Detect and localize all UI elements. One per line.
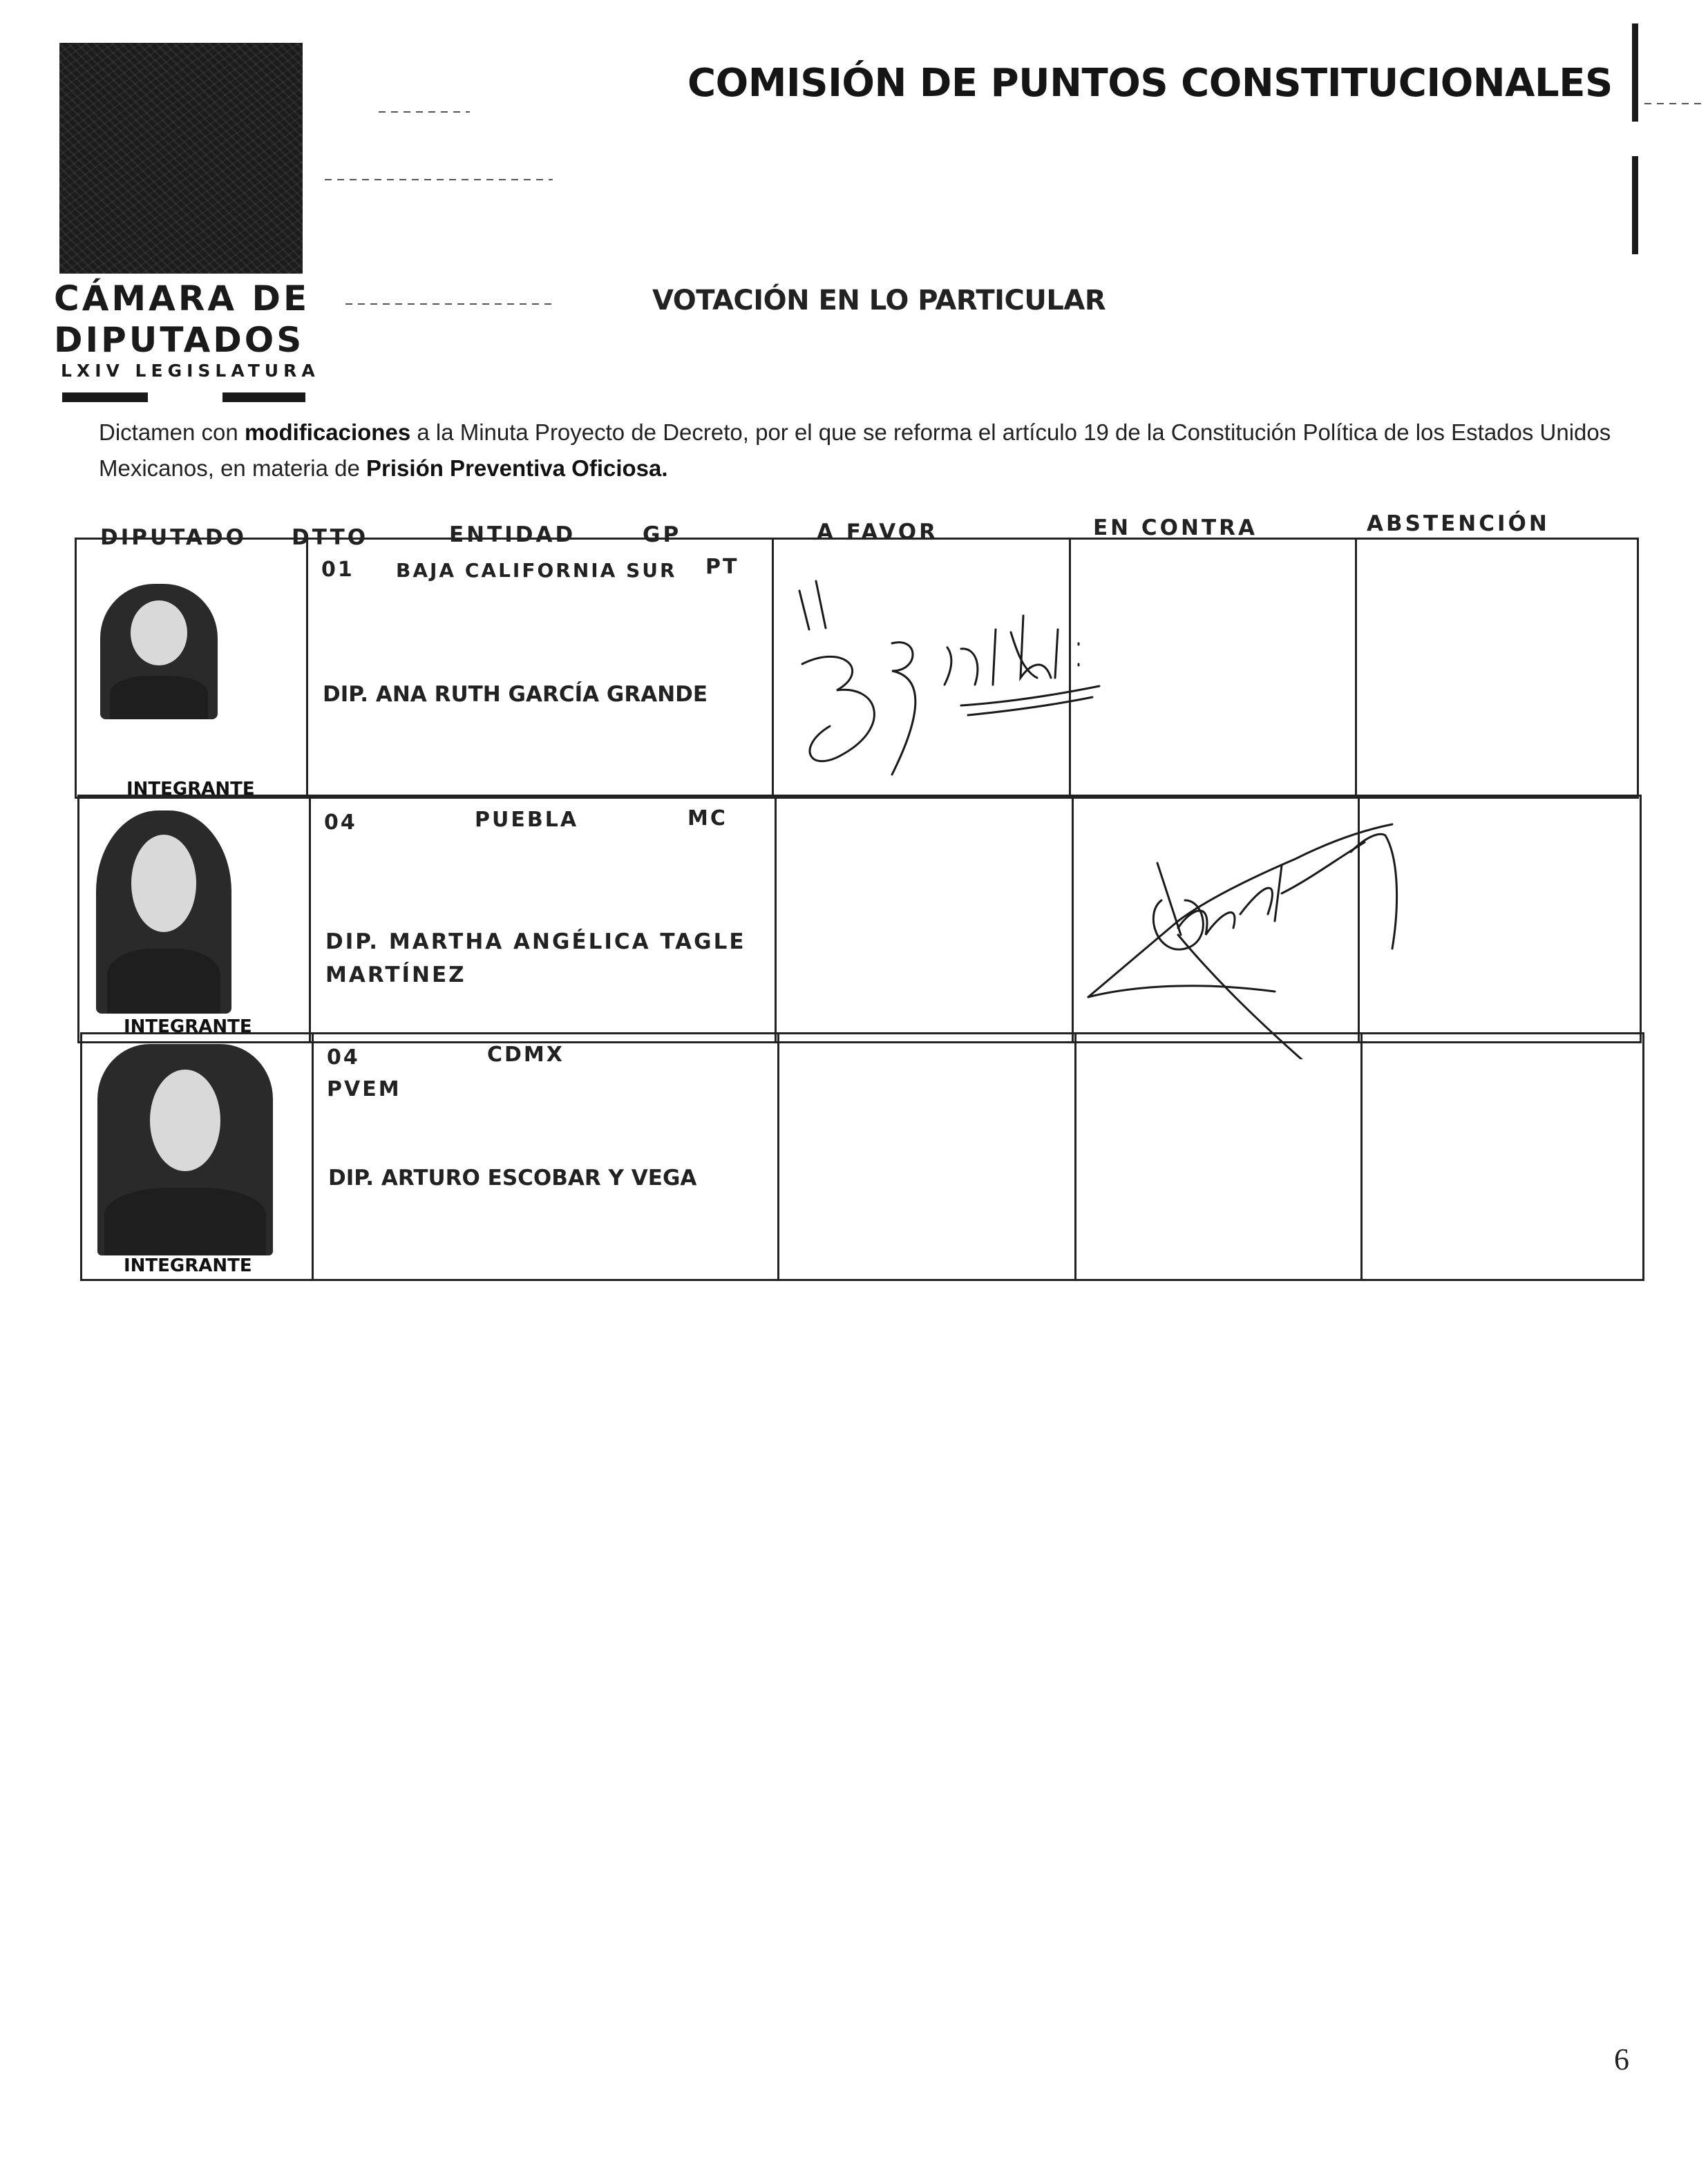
deputy-entidad: BAJA CALIFORNIA SUR xyxy=(396,559,677,582)
a-favor-cell[interactable] xyxy=(772,540,774,797)
desc-part-1: Dictamen con xyxy=(99,419,245,445)
col-header-en-contra: EN CONTRA xyxy=(1093,515,1258,540)
a-favor-cell[interactable] xyxy=(777,1034,779,1279)
logo-line-1: CÁMARA DE xyxy=(54,278,310,319)
deputy-role: INTEGRANTE xyxy=(124,1255,252,1276)
col-header-gp: GP xyxy=(643,522,682,547)
col-header-a-favor: A FAVOR xyxy=(817,520,938,544)
col-header-entidad: ENTIDAD xyxy=(449,522,576,547)
deputy-name-line-1: DIP. MARTHA ANGÉLICA TAGLE xyxy=(325,929,746,954)
deputy-dtto: 01 xyxy=(321,558,354,582)
info-cell xyxy=(309,797,311,1041)
col-header-dtto: DTTO xyxy=(292,525,369,550)
desc-bold-2: Prisión Preventiva Oficiosa. xyxy=(366,455,668,481)
logo-legislature: LXIV LEGISLATURA xyxy=(61,361,320,381)
deputy-name xyxy=(323,678,708,711)
deputy-gp: MC xyxy=(687,806,728,831)
signature-en-contra xyxy=(1074,797,1448,1059)
deputy-role: INTEGRANTE xyxy=(124,1016,252,1037)
deputy-dtto: 04 xyxy=(327,1045,360,1070)
deputy-name-line-1: DIP. ARTURO ESCOBAR Y VEGA xyxy=(328,1166,697,1190)
deputy-role: INTEGRANTE xyxy=(126,779,255,799)
table-row xyxy=(75,538,1639,799)
deputy-name xyxy=(328,1161,696,1195)
table-row xyxy=(80,1032,1644,1281)
deputy-photo xyxy=(96,810,231,1014)
desc-part-2: a la Minuta Proyecto de Decreto, por el que se reforma el artículo 19 de la Constitución Política de los Estados Unidos Mexicanos, en materia de xyxy=(99,419,1611,481)
a-favor-cell[interactable] xyxy=(775,797,777,1041)
deputy-entidad: PUEBLA xyxy=(475,808,579,832)
table-row xyxy=(77,795,1642,1043)
deputy-name-line-1: DIP. ANA RUTH GARCÍA GRANDE xyxy=(323,682,708,707)
deputy-gp: PT xyxy=(705,555,739,579)
info-cell xyxy=(306,540,308,797)
en-contra-cell[interactable] xyxy=(1074,1034,1076,1279)
scan-marks xyxy=(0,0,1708,415)
deputy-name-line-2: MARTÍNEZ xyxy=(325,962,466,987)
deputy-dtto: 04 xyxy=(324,810,357,835)
dictamen-description xyxy=(99,415,1633,486)
deputy-entidad: CDMX xyxy=(487,1043,564,1067)
logo-line-2: DIPUTADOS xyxy=(54,320,305,360)
deputy-photo xyxy=(97,1044,273,1255)
abstencion-cell[interactable] xyxy=(1360,1034,1363,1279)
en-contra-cell[interactable] xyxy=(1072,797,1074,1041)
page-number: 6 xyxy=(1614,2042,1629,2076)
page-subtitle: VOTACIÓN EN LO PARTICULAR xyxy=(652,285,1106,316)
abstencion-cell[interactable] xyxy=(1355,540,1357,797)
info-cell xyxy=(312,1034,314,1279)
signature-a-favor xyxy=(788,567,1148,788)
page-title: COMISIÓN DE PUNTOS CONSTITUCIONALES xyxy=(687,61,1613,106)
desc-bold-1: modificaciones xyxy=(244,419,411,445)
deputy-gp: PVEM xyxy=(327,1077,401,1101)
deputy-photo xyxy=(100,584,218,719)
col-header-diputado: DIPUTADO xyxy=(100,525,247,550)
col-header-abstencion: ABSTENCIÓN xyxy=(1367,511,1550,536)
deputy-name xyxy=(325,925,746,992)
